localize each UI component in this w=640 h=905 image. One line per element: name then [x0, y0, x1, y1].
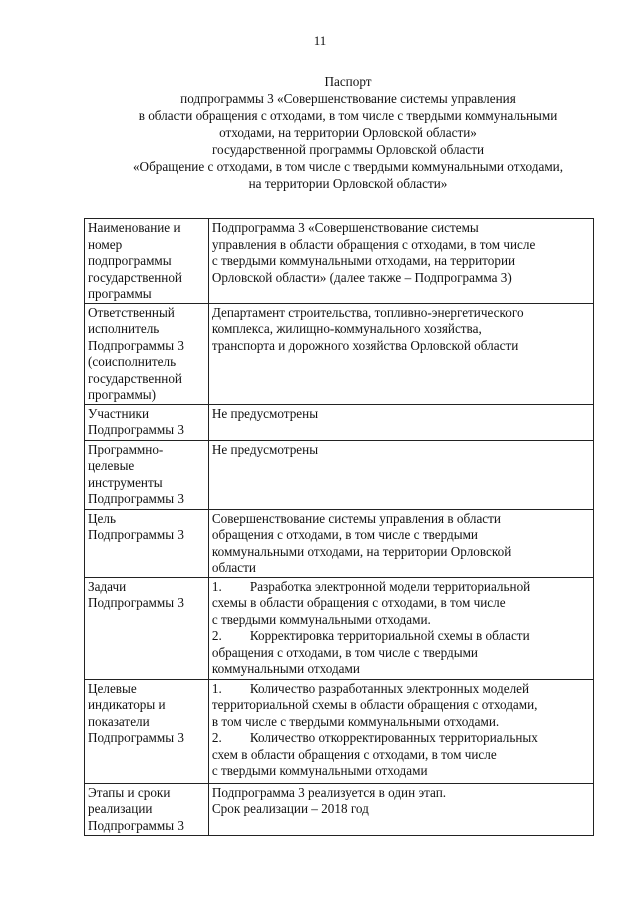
- item-number: 2.: [211, 730, 222, 745]
- value-line: Не предусмотрены: [211, 441, 319, 457]
- table-row: [85, 679, 594, 783]
- value-line: Не предусмотрены: [211, 405, 319, 421]
- row-label: Этапы и сроки реализации Подпрограммы 3: [85, 783, 209, 835]
- table-row: [85, 440, 594, 509]
- row-label: Наименование и номер подпрограммы государственной программы: [85, 219, 209, 304]
- item-text: территориальной схемы в области обращения с отходами,: [211, 697, 538, 712]
- value-line: Подпрограмма 3 реализуется в один этап.: [211, 784, 447, 800]
- value-line: обращения с отходами, в том числе с твердыми: [211, 527, 478, 542]
- table-row: [85, 509, 594, 577]
- row-label: Участники Подпрограммы 3: [85, 404, 209, 440]
- row-value: [208, 509, 593, 577]
- row-value: [208, 679, 593, 783]
- table-row: [85, 783, 594, 835]
- value-line: транспорта и дорожного хозяйства Орловской области: [211, 337, 519, 353]
- value-line: области: [211, 560, 256, 575]
- table-row: [85, 404, 594, 440]
- item-text: коммунальными отходами: [211, 661, 360, 676]
- table-row: [85, 303, 594, 404]
- value-line: Срок реализации – 2018 год: [211, 801, 369, 816]
- table-row: [85, 577, 594, 679]
- item-text: Количество разработанных электронных моделей: [249, 680, 530, 696]
- header-line: в области обращения с отходами, в том числе с твердыми коммунальными: [138, 108, 558, 123]
- value-line: Департамент строительства, топливно-энергетического: [211, 304, 524, 320]
- value-line: с твердыми коммунальными отходами, на территории: [211, 253, 516, 268]
- row-value: [208, 440, 593, 509]
- value-line: управления в области обращения с отходами, в том числе: [211, 236, 536, 252]
- row-label: Задачи Подпрограммы 3: [85, 577, 209, 679]
- value-line: Орловской области» (далее также – Подпрограмма 3): [211, 269, 512, 285]
- value-line: Подпрограмма 3 «Совершенствование системы: [211, 220, 479, 235]
- passport-title: Паспорт: [324, 74, 372, 89]
- item-text: схем в области обращения с отходами, в том числе: [211, 746, 497, 762]
- row-label: Цель Подпрограммы 3: [85, 509, 209, 577]
- item-text: схемы в области обращения с отходами, в том числе: [211, 595, 506, 610]
- row-value: [208, 783, 593, 835]
- header-line: «Обращение с отходами, в том числе с твердыми коммунальными отходами,: [132, 159, 564, 174]
- row-value: [208, 219, 593, 304]
- item-text: обращения с отходами, в том числе с твердыми: [211, 644, 478, 660]
- item-text: Разработка электронной модели территориальной: [249, 578, 531, 594]
- row-value: [208, 303, 593, 404]
- item-text: Количество откорректированных территориальных: [249, 730, 538, 745]
- row-value: [208, 577, 593, 679]
- row-value: [208, 404, 593, 440]
- passport-table: [84, 218, 594, 836]
- item-number: 1.: [211, 578, 222, 594]
- row-label: Целевые индикаторы и показатели Подпрограммы 3: [85, 679, 209, 783]
- header-line: на территории Орловской области»: [248, 176, 448, 191]
- item-number: 2.: [211, 628, 222, 643]
- indicator-item: [212, 730, 590, 747]
- header-line: государственной программы Орловской области: [211, 142, 485, 157]
- item-number: 1.: [211, 680, 222, 696]
- row-label: Ответственный исполнитель Подпрограммы 3 (соисполнитель государственной программы): [85, 303, 209, 404]
- header-line: отходами, на территории Орловской области»: [219, 125, 477, 140]
- item-text: с твердыми коммунальными отходами: [211, 763, 428, 778]
- task-item: [212, 579, 590, 596]
- indicator-item: [212, 681, 590, 698]
- table-row: [85, 219, 594, 304]
- header-line: подпрограммы 3 «Совершенствование системы управления: [180, 91, 516, 106]
- item-text: Корректировка территориальной схемы в области: [249, 628, 530, 643]
- passport-header: [80, 73, 616, 192]
- value-line: комплекса, жилищно-коммунального хозяйства,: [211, 321, 482, 336]
- task-item: [212, 628, 590, 645]
- row-label: Программно- целевые инструменты Подпрограммы 3: [85, 440, 209, 509]
- value-line: коммунальными отходами, на территории Орловской: [211, 543, 512, 559]
- item-text: в том числе с твердыми коммунальными отходами.: [211, 713, 500, 729]
- item-text: с твердыми коммунальными отходами.: [211, 611, 431, 627]
- value-line: Совершенствование системы управления в области: [211, 510, 501, 526]
- page-number: 11: [313, 33, 327, 48]
